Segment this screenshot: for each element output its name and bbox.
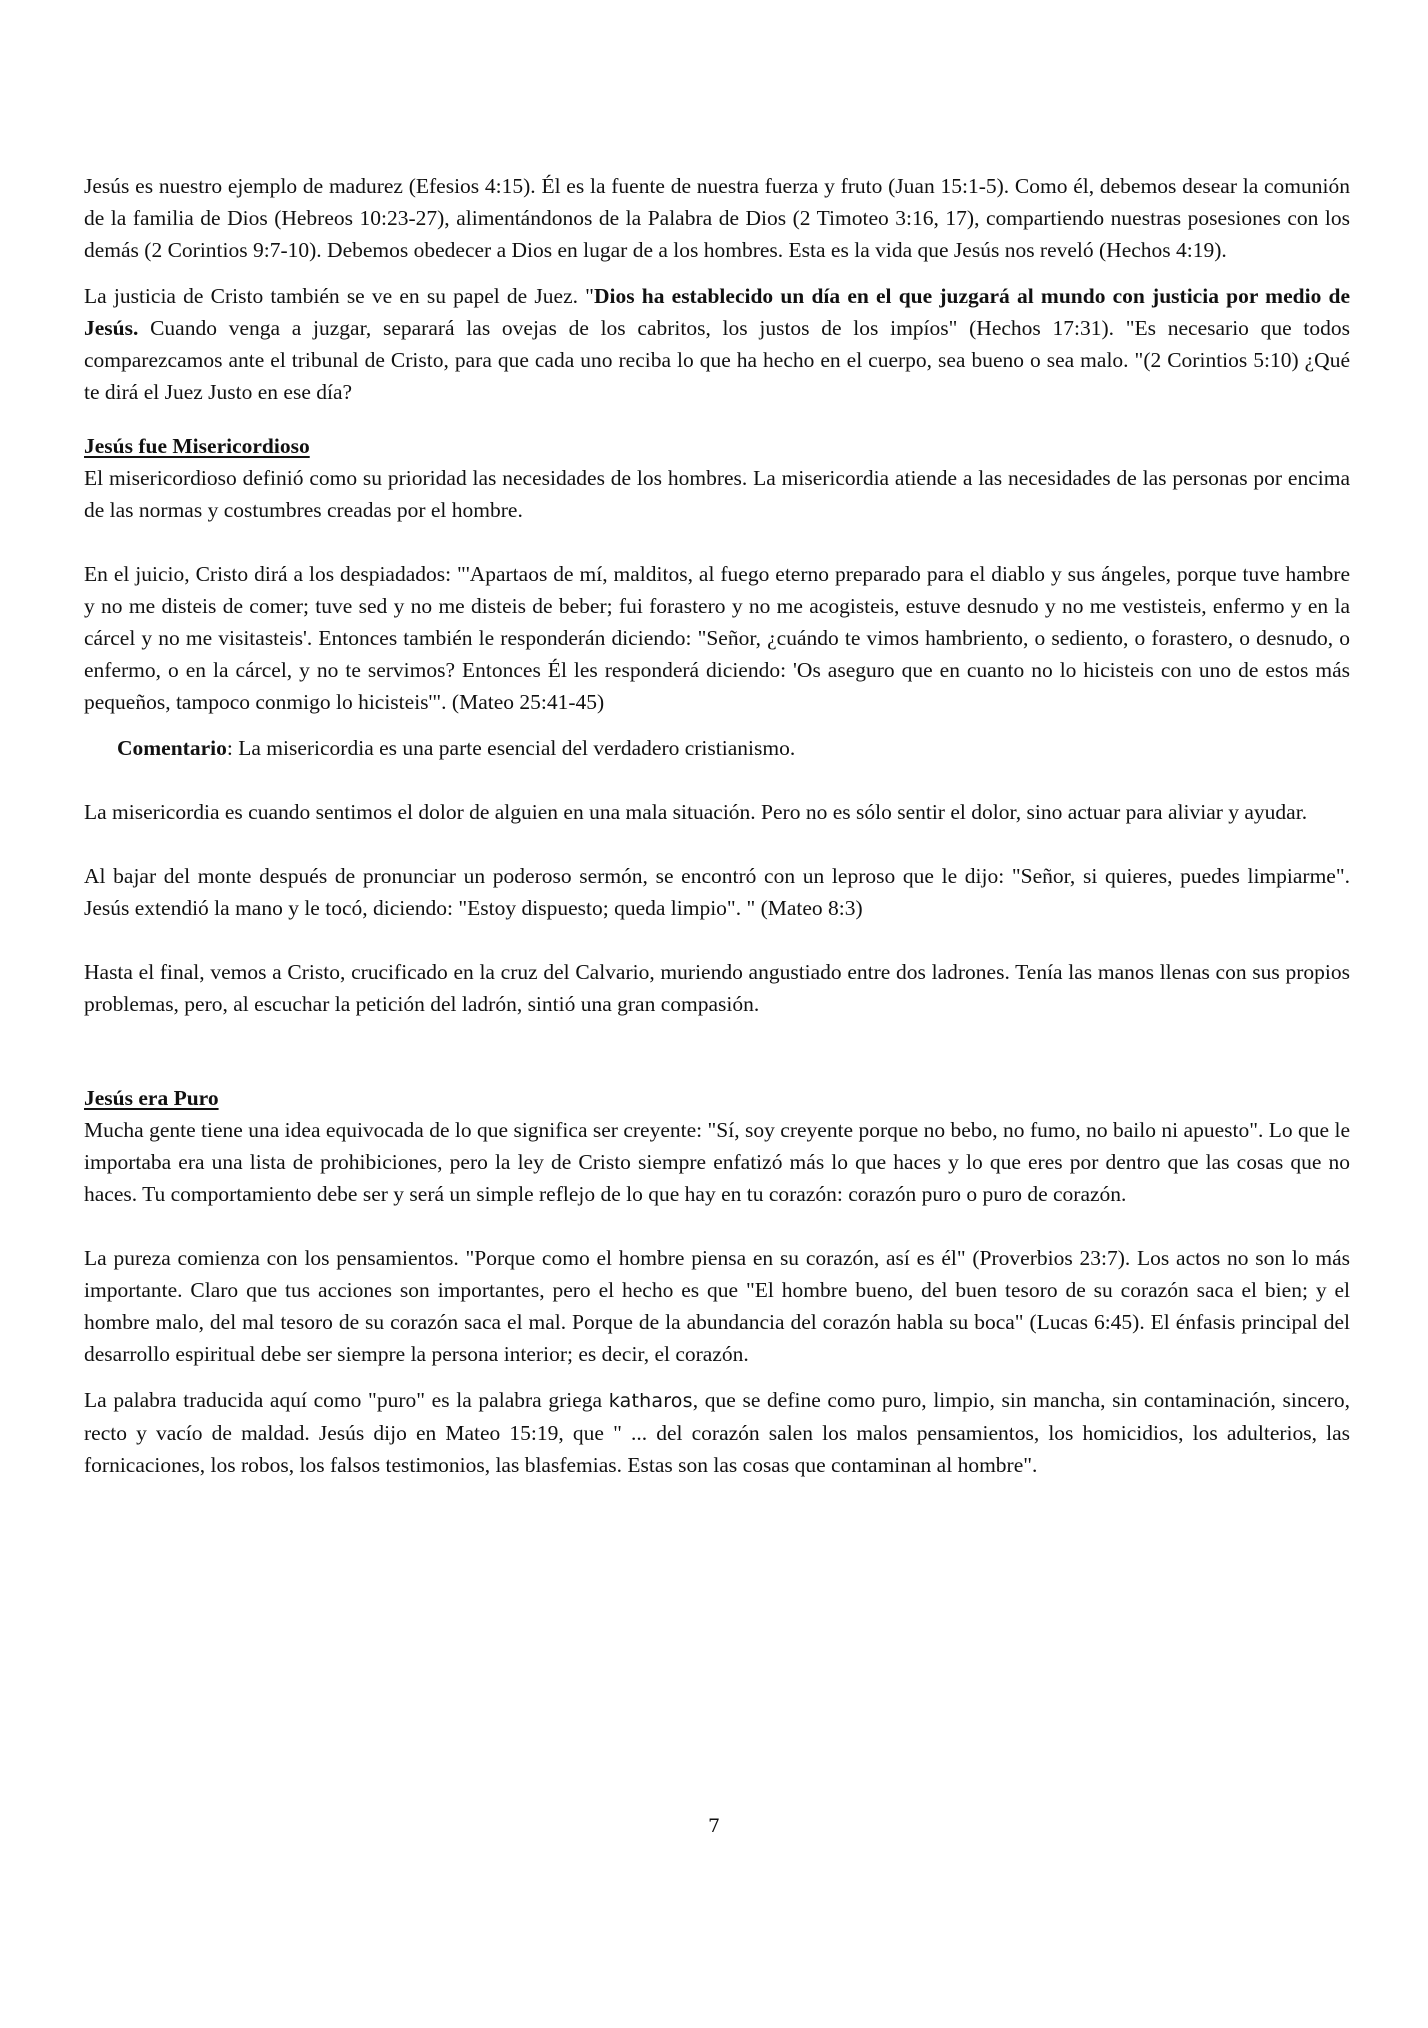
paragraph-justicia xyxy=(84,280,1350,408)
paragraph-calvario: Hasta el final, vemos a Cristo, crucificado en la cruz del Calvario, muriendo angustiado entre dos ladrones. Tenía las manos llenas con sus propios problemas, pero, al escuchar la petición del ladrón, sintió una gran compasión. xyxy=(84,960,1350,1016)
paragraph-katharos-intro: La palabra traducida aquí como "puro" es la palabra griega xyxy=(84,1388,609,1412)
paragraph-pureza-pensamientos: La pureza comienza con los pensamientos. "Porque como el hombre piensa en su corazón, así es él" (Proverbios 23:7). Los actos no son lo más importante. Claro que tus acciones son importantes, pero el hecho es que "El hombre bueno, del buen tesoro de su corazón saca el bien; y el hombre malo, del mal tesoro de su corazón saca el mal. Porque de la abundancia del corazón habla su boca" (Lucas 6:45). El énfasis principal del desarrollo espiritual debe ser siempre la persona interior; es decir, el corazón. xyxy=(84,1246,1350,1366)
comment-text: : La misericordia es una parte esencial del verdadero cristianismo. xyxy=(226,736,796,760)
paragraph-madurez: Jesús es nuestro ejemplo de madurez (Efesios 4:15). Él es la fuente de nuestra fuerza y fruto (Juan 15:1-5). Como él, debemos desear la comunión de la familia de Dios (Hebreos 10:23-27), alimentándonos de la Palabra de Dios (2 Timoteo 3:16, 17), compartiendo nuestras posesiones con los demás (2 Corintios 9:7-10). Debemos obedecer a Dios en lugar de a los hombres. Esta es la vida que Jesús nos reveló (Hechos 4:19). xyxy=(84,174,1350,262)
greek-word-katharos: katharos xyxy=(608,1390,693,1412)
paragraph-misericordia-dolor: La misericordia es cuando sentimos el dolor de alguien en una mala situación. Pero no es sólo sentir el dolor, sino actuar para aliviar y ayudar. xyxy=(84,800,1308,824)
paragraph-justicia-intro: La justicia de Cristo también se ve en su papel de Juez. " xyxy=(84,284,594,308)
section-heading-puro: Jesús era Puro xyxy=(84,1086,219,1110)
section-puro xyxy=(84,1082,1350,1481)
paragraph-misericordioso-definicion: El misericordioso definió como su prioridad las necesidades de los hombres. La misericordia atiende a las necesidades de las personas por encima de las normas y costumbres creadas por el hombre. xyxy=(84,466,1350,522)
paragraph-justicia-bold-quote: Dios ha establecido un día en el que juzgará al mundo con justicia por medio de Jesús. xyxy=(84,284,1351,340)
document-page xyxy=(84,170,1350,1481)
comment-label: Comentario xyxy=(117,736,227,760)
page-number: 7 xyxy=(707,1815,721,1837)
paragraph-juicio-quote: En el juicio, Cristo dirá a los despiadados: "'Apartaos de mí, malditos, al fuego eterno preparado para el diablo y sus ángeles, porque tuve hambre y no me disteis de comer; tuve sed y no me disteis de beber; fui forastero y no me acogisteis, estuve desnudo y no me vestisteis, enfermo y en la cárcel y no me visitasteis'. Entonces también le responderán diciendo: "Señor, ¿cuándo te vimos hambriento, o sediento, o forastero, o desnudo, o enfermo, o en la cárcel, y no te servimos? Entonces Él les responderá diciendo: 'Os aseguro que en cuanto no lo hicisteis con uno de estos más pequeños, tampoco conmigo lo hicisteis'". (Mateo 25:41-45) xyxy=(84,562,1350,714)
paragraph-katharos xyxy=(84,1384,1350,1481)
paragraph-katharos-rest: , que se define como puro, limpio, sin mancha, sin contaminación, sincero, recto y vacío de maldad. Jesús dijo en Mateo 15:19, que " ... del corazón salen los malos pensamientos, los homicidios, los adulterios, las fornicaciones, los robos, los falsos testimonios, las blasfemias. Estas son las cosas que contaminan al hombre". xyxy=(84,1388,1350,1477)
comment-line xyxy=(84,732,1350,764)
section-heading-misericordioso: Jesús fue Misericordioso xyxy=(84,434,310,458)
section-misericordioso xyxy=(84,430,1350,1020)
paragraph-justicia-rest: Cuando venga a juzgar, separará las ovejas de los cabritos, los justos de los impíos" (Hechos 17:31). "Es necesario que todos comparezcamos ante el tribunal de Cristo, para que cada uno reciba lo que ha hecho en el cuerpo, sea bueno o sea malo. "(2 Corintios 5:10) ¿Qué te dirá el Juez Justo en ese día? xyxy=(84,316,1350,404)
paragraph-creyente: Mucha gente tiene una idea equivocada de lo que significa ser creyente: "Sí, soy creyente porque no bebo, no fumo, no bailo ni apuesto". Lo que le importaba era una lista de prohibiciones, pero la ley de Cristo siempre enfatizó más lo que haces y lo que eres por dentro que las cosas que no haces. Tu comportamiento debe ser y será un simple reflejo de lo que hay en tu corazón: corazón puro o puro de corazón. xyxy=(84,1118,1350,1206)
paragraph-leproso: Al bajar del monte después de pronunciar un poderoso sermón, se encontró con un leproso que le dijo: "Señor, si quieres, puedes limpiarme". Jesús extendió la mano y le tocó, diciendo: "Estoy dispuesto; queda limpio". " (Mateo 8:3) xyxy=(84,864,1350,920)
